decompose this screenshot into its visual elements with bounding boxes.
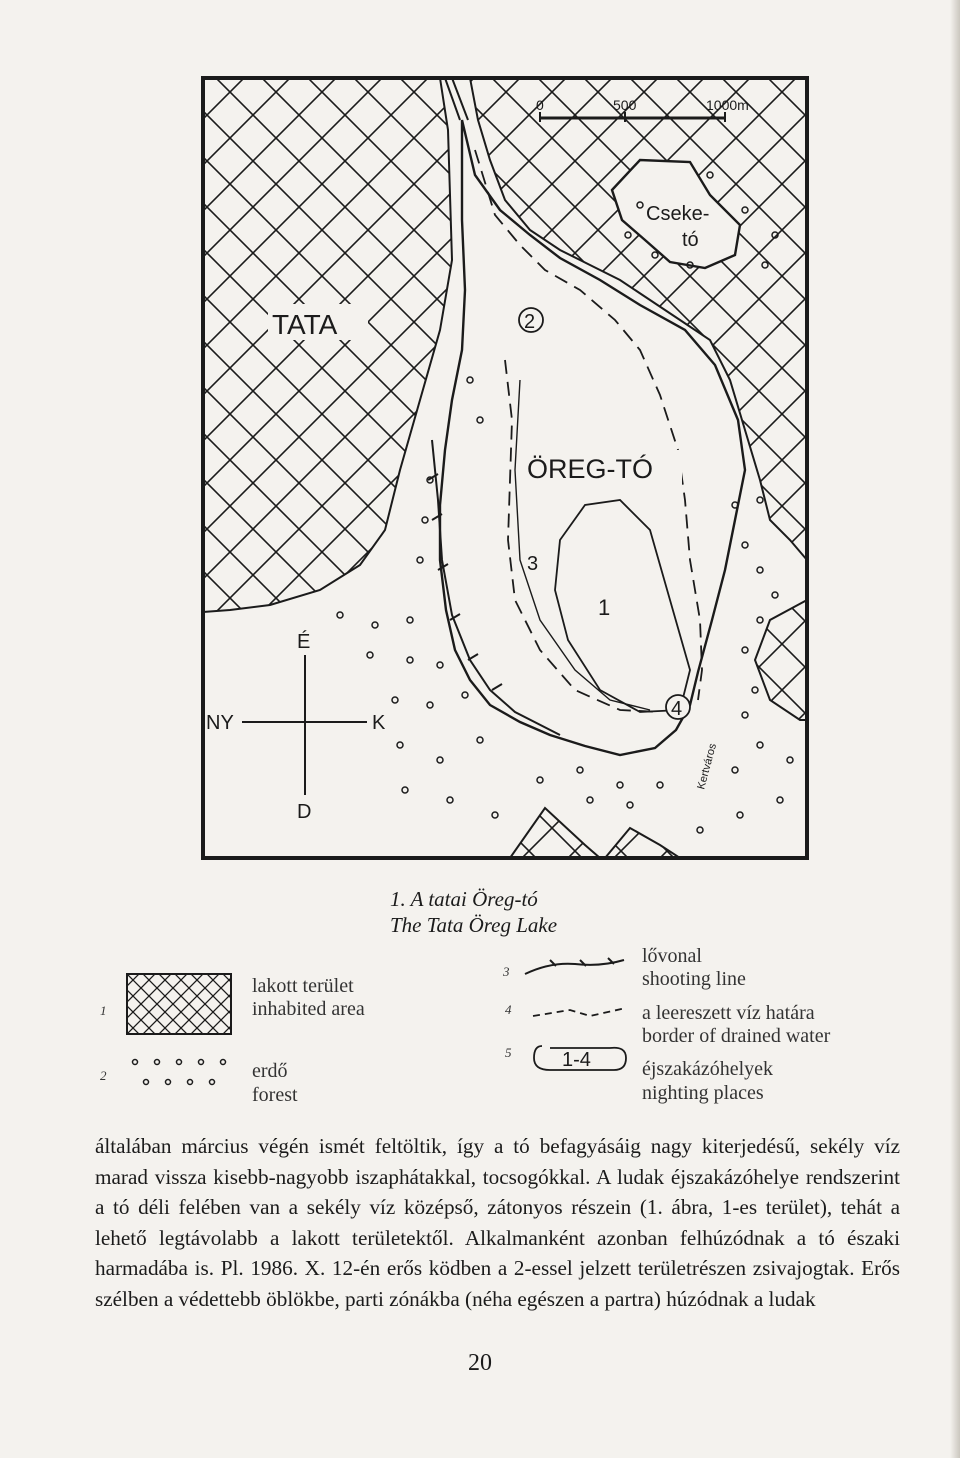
area-number-3: 3 bbox=[527, 553, 539, 575]
legend-label-shooting-en: shooting line bbox=[642, 968, 746, 990]
legend-num-2: 2 bbox=[100, 1068, 107, 1083]
small-map-label: Kertváros bbox=[695, 742, 720, 791]
compass-west: NY bbox=[206, 712, 234, 734]
legend-label-nighting-en: nighting places bbox=[642, 1082, 764, 1104]
legend-symbol-inhabited bbox=[125, 972, 233, 1036]
pond-label-line1: Cseke- bbox=[646, 203, 710, 225]
compass-rose bbox=[206, 630, 386, 823]
canal-line-1 bbox=[445, 78, 460, 120]
area-number-4: 4 bbox=[671, 698, 683, 720]
legend-num-3: 3 bbox=[503, 964, 510, 979]
figure-caption-en: The Tata Öreg Lake bbox=[390, 913, 558, 937]
legend-num-5: 5 bbox=[505, 1045, 512, 1060]
pond-label-line2: tó bbox=[682, 229, 699, 251]
legend-label-drained-hu: a leereszett víz határa bbox=[642, 1002, 815, 1024]
figure-caption-hu: 1. A tatai Öreg-tó bbox=[390, 887, 538, 911]
inhabited-area-south-2 bbox=[605, 828, 680, 858]
lake-label: ÖREG-TÓ bbox=[527, 454, 653, 484]
area-number-1: 1 bbox=[598, 595, 611, 620]
legend-label-drained-en: border of drained water bbox=[642, 1025, 831, 1047]
legend-symbol-shooting-line bbox=[520, 950, 630, 980]
legend-label-inhabited-hu: lakott terület bbox=[252, 975, 354, 997]
compass-north: É bbox=[297, 631, 311, 653]
inhabited-area-west bbox=[203, 78, 452, 612]
legend-symbol-drained-border bbox=[530, 1002, 630, 1022]
body-paragraph: általában március végén ismét feltöltik, így a tó befagyásáig nagy kiterjedésű, sekély víz marad vissza kisebb-nagyobb iszaphátakkal, tocsogókkal. A ludak éjszakázóhelye rendszerint a tó déli felében van a sekély víz középső, zátonyos részein (1. ábra, 1-es terület), tehát a lehető legtávolabb a lakott területektől. Alkalmanként azonban felhúzódnak a tó északi harmadába is. Pl. 1986. X. 12-én erős ködben a 2-essel jelzett területrészen zsivajogtak. Erős szélben a védettebb öblökbe, parti zónákba (néha egészen a partra) húzódnak a ludak bbox=[95, 1134, 900, 1311]
legend-num-4: 4 bbox=[505, 1002, 512, 1017]
legend-label-inhabited-en: inhabited area bbox=[252, 998, 365, 1020]
legend-num-1: 1 bbox=[100, 1003, 107, 1018]
legend-label-nighting-hu: éjszakázóhelyek bbox=[642, 1058, 774, 1080]
scale-label-500: 500 bbox=[613, 97, 637, 113]
town-label: TATA bbox=[272, 309, 338, 340]
scale-label-0: 0 bbox=[536, 97, 544, 113]
scale-label-1000: 1000m bbox=[706, 97, 749, 113]
legend-symbol-forest bbox=[125, 1052, 230, 1092]
area-number-2: 2 bbox=[524, 311, 536, 333]
legend-label-forest-en: forest bbox=[252, 1084, 298, 1106]
compass-east: K bbox=[372, 712, 386, 734]
legend-label-forest-hu: erdő bbox=[252, 1060, 288, 1082]
legend-symbol-nighting-oval bbox=[530, 1040, 630, 1076]
inhabited-area-south bbox=[510, 808, 600, 858]
legend-label-shooting-hu: lővonal bbox=[642, 945, 702, 967]
page-number: 20 bbox=[468, 1350, 492, 1376]
canal-line-2 bbox=[452, 78, 468, 120]
compass-south: D bbox=[297, 801, 312, 823]
legend-oval-text: 1-4 bbox=[562, 1049, 591, 1071]
